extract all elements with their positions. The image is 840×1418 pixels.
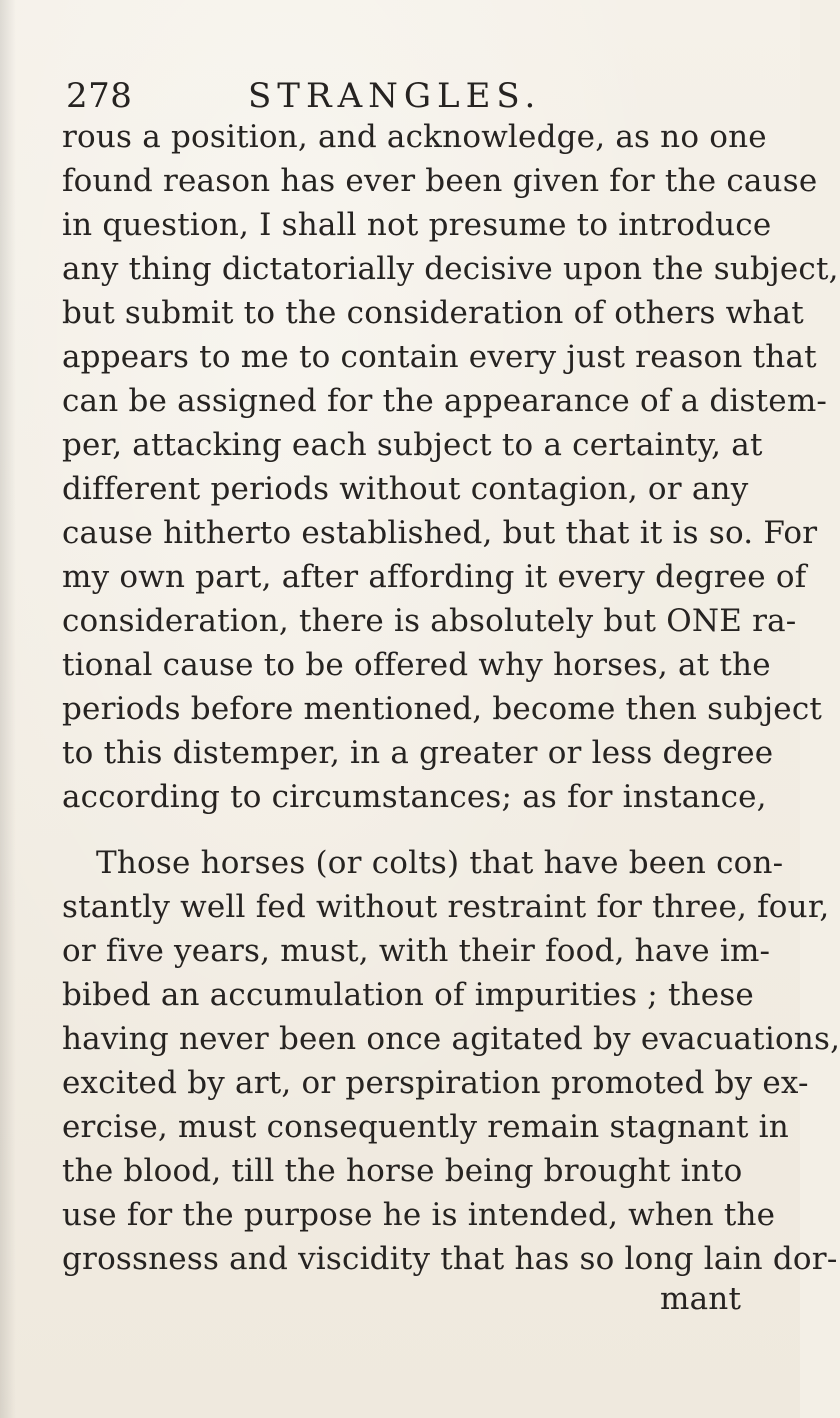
text-line-11: my own part, after affording it every degree of [62, 559, 807, 595]
text-line-15: to this distemper, in a greater or less degree [62, 735, 774, 771]
text-line-6: appears to me to contain every just reason that [62, 339, 817, 375]
text-line-21: having never been once agitated by evacuations, [62, 1021, 840, 1057]
text-line-23: ercise, must consequently remain stagnant in [62, 1109, 789, 1145]
text-line-22: excited by art, or perspiration promoted by ex- [62, 1065, 809, 1101]
text-line-17: Those horses (or colts) that have been con- [96, 845, 784, 881]
text-line-26: grossness and viscidity that has so long lain dor- [62, 1241, 838, 1277]
text-line-4: any thing dictatorially decisive upon the subject, [62, 251, 839, 287]
text-line-8: per, attacking each subject to a certainty, at [62, 427, 763, 463]
text-line-16: according to circumstances; as for instance, [62, 779, 767, 815]
page-gutter-shadow [0, 0, 16, 1418]
text-line-7: can be assigned for the appearance of a distem- [62, 383, 828, 419]
page-header [66, 76, 586, 116]
running-title: STRANGLES. [248, 76, 542, 116]
text-line-18: stantly well fed without restraint for three, four, [62, 889, 830, 925]
text-line-14: periods before mentioned, become then subject [62, 691, 823, 727]
text-line-1: rous a position, and acknowledge, as no one [62, 119, 767, 155]
text-line-25: use for the purpose he is intended, when the [62, 1197, 776, 1233]
body-text [62, 117, 840, 1407]
page-number: 278 [66, 76, 133, 116]
text-line-3: in question, I shall not presume to introduce [62, 207, 772, 243]
text-line-5: but submit to the consideration of others what [62, 295, 804, 331]
text-line-10: cause hitherto established, but that it is so. For [62, 515, 818, 551]
text-line-9: different periods without contagion, or any [62, 471, 749, 507]
text-line-13: tional cause to be offered why horses, at the [62, 647, 771, 683]
text-line-19: or five years, must, with their food, have im- [62, 933, 771, 969]
catchword: mant [660, 1281, 742, 1317]
text-line-2: found reason has ever been given for the cause [62, 163, 818, 199]
text-line-24: the blood, till the horse being brought into [62, 1153, 743, 1189]
text-line-20: bibed an accumulation of impurities ; these [62, 977, 754, 1013]
text-line-12: consideration, there is absolutely but ONE ra- [62, 603, 797, 639]
